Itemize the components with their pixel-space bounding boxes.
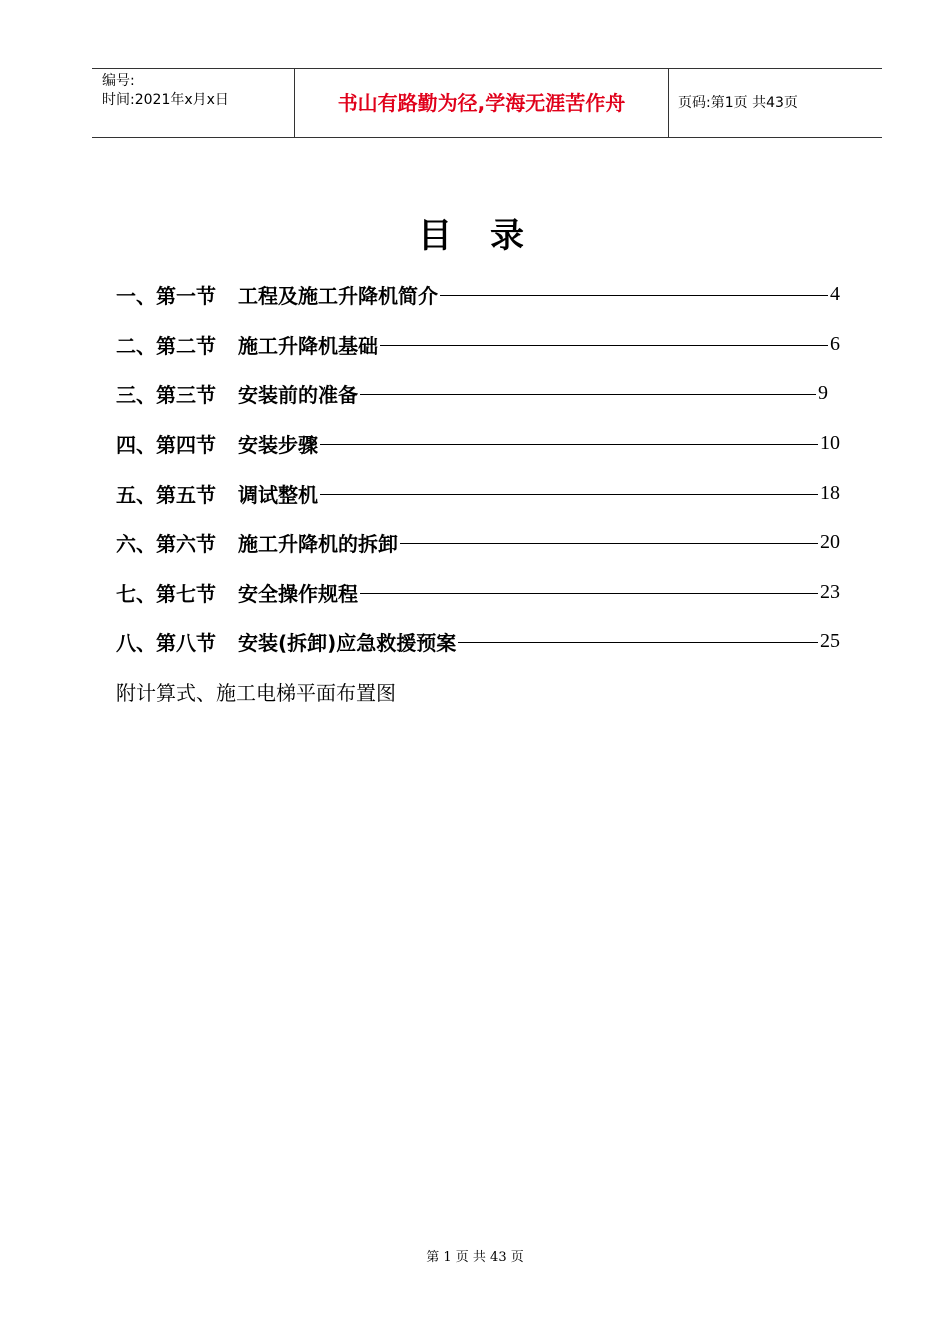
toc-entry-label: [116, 379, 358, 408]
toc-leader: [360, 394, 816, 395]
time-label: 时间:2021年x月x日: [102, 92, 229, 108]
toc-leader: [400, 543, 818, 544]
toc-entry-label: [116, 627, 456, 656]
toc-leader: [458, 642, 818, 643]
page-title: 目录: [418, 216, 562, 256]
toc-entry-title: 安装步骤: [238, 433, 318, 458]
toc-entry-title: 安装(拆卸)应急救援预案: [238, 631, 457, 656]
toc-entry[interactable]: [116, 568, 840, 618]
page-header: [92, 68, 882, 138]
toc-entry-prefix: 七、第七节: [116, 581, 216, 606]
toc-entry[interactable]: [116, 518, 840, 568]
toc-entry[interactable]: [116, 270, 840, 320]
header-page-cell: [668, 69, 882, 137]
toc-entry-title: 安全操作规程: [238, 581, 358, 606]
motto: 书山有路勤为径,学海无涯苦作舟: [337, 91, 626, 115]
toc-entry-label: [116, 528, 398, 557]
header-motto-cell: [294, 69, 669, 137]
toc-entry-prefix: 一、第一节: [116, 284, 216, 309]
header-info-cell: [92, 69, 294, 137]
toc-entry-prefix: 四、第四节: [116, 433, 216, 458]
toc-entry[interactable]: [116, 468, 840, 518]
page-info: 页码:第1页 共43页: [678, 95, 798, 111]
toc-entry-page: 10: [820, 432, 840, 455]
toc-entry-title: 施工升降机基础: [238, 333, 378, 358]
toc-entry-label: [116, 429, 318, 458]
toc-entry[interactable]: [116, 369, 828, 419]
toc-entry[interactable]: [116, 617, 840, 667]
toc-entry[interactable]: [116, 419, 840, 469]
toc-entry-page: 20: [820, 531, 840, 554]
toc-entry-prefix: 二、第二节: [116, 333, 216, 358]
toc-entry-page: 23: [820, 580, 840, 603]
toc-entry[interactable]: [116, 320, 840, 370]
toc-entry-label: [116, 479, 318, 508]
appendix-line: 附计算式、施工电梯平面布置图: [116, 681, 396, 706]
toc-entry-page: 4: [830, 283, 840, 306]
toc-leader: [440, 295, 828, 296]
toc-leader: [380, 345, 828, 346]
toc-entry-page: 18: [820, 481, 840, 504]
toc-entry-title: 工程及施工升降机简介: [238, 284, 438, 309]
toc-entry-title: 安装前的准备: [238, 383, 358, 408]
toc-entry-prefix: 五、第五节: [116, 482, 216, 507]
toc-entry-label: [116, 280, 438, 309]
table-of-contents: [116, 270, 840, 716]
toc-entry-label: [116, 578, 358, 607]
toc-entry-prefix: 六、第六节: [116, 532, 216, 557]
number-label: 编号:: [102, 73, 135, 89]
toc-entry-prefix: 三、第三节: [116, 383, 216, 408]
toc-entry-title: 施工升降机的拆卸: [238, 532, 398, 557]
toc-leader: [320, 444, 818, 445]
toc-leader: [360, 593, 818, 594]
toc-entry-title: 调试整机: [238, 482, 318, 507]
toc-entry-prefix: 八、第八节: [116, 631, 216, 656]
toc-entry-page: 9: [818, 382, 828, 405]
toc-leader: [320, 494, 818, 495]
toc-entry-label: [116, 330, 378, 359]
toc-entry-page: 6: [830, 332, 840, 355]
toc-entry-page: 25: [820, 630, 840, 653]
page-footer: 第 1 页 共 43 页: [426, 1250, 524, 1265]
